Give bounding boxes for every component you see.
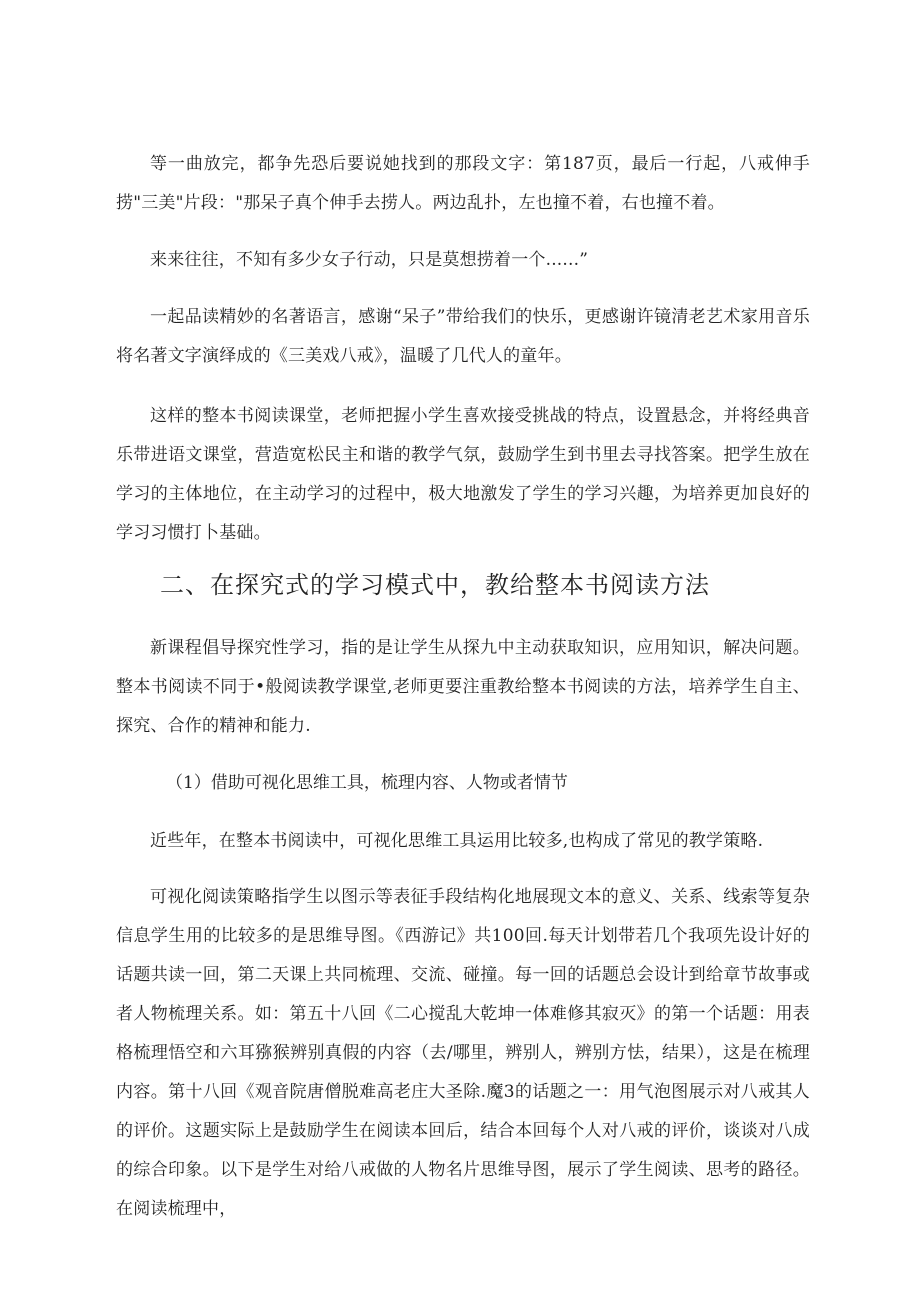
paragraph-reading-language: 一起品读精妙的名著语言，感谢“呆子”带给我们的快乐，更感谢许镜清老艺术家用音乐将名著文字演绎成的《三美戏八戒》，温暖了几代人的童年。 [116, 307, 810, 366]
paragraph-visual-tools: 近些年，在整本书阅读中，可视化思维工具运用比较多,也构成了常见的教学策略. [150, 831, 764, 851]
paragraph-visual-reading-strategy: 可视化阅读策略指学生以图示等表征手段结构化地展现文本的意义、关系、线索等复杂信息学生用的比较多的是思维导图。《西游记》共100回.每天计划带若几个我项先设计好的话题共读一回，第二天课上共同梳理、交流、碰撞。每一回的话题总会设计到给章节故事或者人物梳理关系。如：第五十八回《二心搅乱大乾坤一体难修其寂灭》的第一个话题：用表格梳理悟空和六耳猕猴辨别真假的内容（去/哪里，辨别人，辨别方怯，结果），这是在梳理内容。第十八回《观音院唐僧脱难高老庄大圣除.魔3的话题之一：用气泡图展示对八戒其人的评价。这题实际上是鼓励学生在阅读本回后，结合本回每个人对八戒的评价，谈谈对八成的综合印象。以下是学生对给八戒做的人物名片思维导图，展示了学生阅读、思考的路径。在阅读梳理中， [116, 887, 810, 1219]
paragraph-classroom-summary: 这样的整本书阅读课堂，老师把握小学生喜欢接受挑战的特点，设置悬念，并将经典音乐带进语文课堂，营造宽松民主和谐的教学气氛，鼓励学生到书里去寻找答案。把学生放在学习的主体地位，在主动学习的过程中，极大地激发了学生的学习兴趣，为培养更加良好的学习习惯打卜基础。 [116, 406, 810, 543]
section-heading: 二、在探究式的学习模式中，教给整本书阅读方法 [160, 571, 710, 599]
paragraph-excerpt-end: 来来往往，不知有多少女子行动，只是莫想捞着一个......” [150, 250, 589, 270]
paragraph-inquiry-learning: 新课程倡导探究性学习，指的是让学生从探九中主动获取知识，应用知识，解决问题。整本书阅读不同于•般阅读教学课堂,老师更要注重教给整本书阅读的方法，培养学生自主、探究、合作的精神和能力. [116, 638, 810, 736]
subsection-heading: （1）借助可视化思维工具，梳理内容、人物或者情节 [166, 773, 568, 793]
paragraph-song-excerpt: 等一曲放完，都争先恐后要说她找到的那段文字：第187页，最后一行起，八戒伸手捞"三美"片段："那呆子真个伸手去捞人。两边乱扑，左也撞不着，右也撞不着。 [116, 154, 810, 213]
